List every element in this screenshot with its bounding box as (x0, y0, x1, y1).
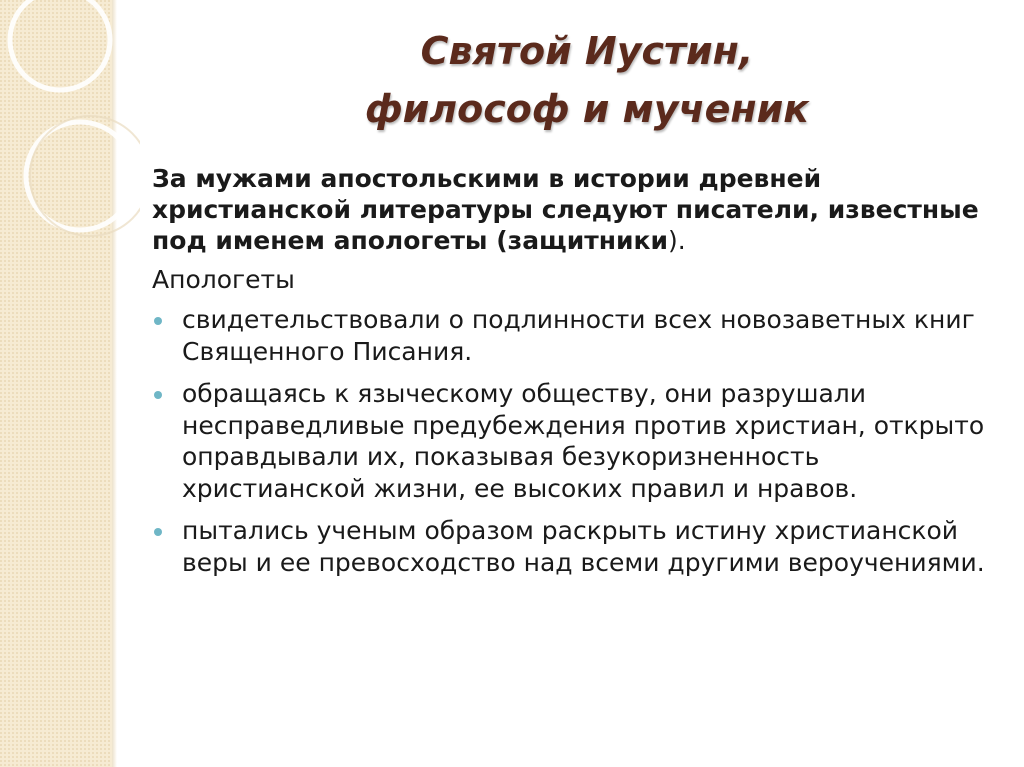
slide-title (150, 22, 1024, 138)
subheading: Апологеты (152, 265, 295, 294)
intro-tail-text: ). (667, 226, 686, 255)
bullet-list (152, 304, 992, 578)
bullet-dot-icon (154, 528, 162, 536)
bullet-text: обращаясь к языческому обществу, они разрушали несправедливые предубеждения против христиан, открыто оправдывали их, показывая безукоризненность христианской жизни, ее высоких правил и нравов. (182, 379, 985, 503)
bullet-item (152, 378, 992, 504)
bullet-dot-icon (154, 317, 162, 325)
intro-paragraph (152, 163, 992, 256)
bullet-text: пытались ученым образом раскрыть истину христианской веры и ее превосходство над всеми другими вероучениями. (182, 516, 985, 577)
bullet-item (152, 304, 992, 367)
intro-bold-text: За мужами апостольскими в истории древней христианской литературы следуют писатели, известные под именем апологеты (защитники (152, 164, 979, 255)
bullet-item (152, 515, 992, 578)
bullet-dot-icon (154, 391, 162, 399)
side-band-edge (112, 0, 117, 767)
side-texture-band (0, 0, 112, 767)
title-line-1: Святой Иустин, (420, 29, 754, 73)
title-line-2: философ и мученик (364, 87, 810, 131)
slide-body (152, 163, 992, 589)
bullet-text: свидетельствовали о подлинности всех новозаветных книг Священного Писания. (182, 305, 975, 366)
